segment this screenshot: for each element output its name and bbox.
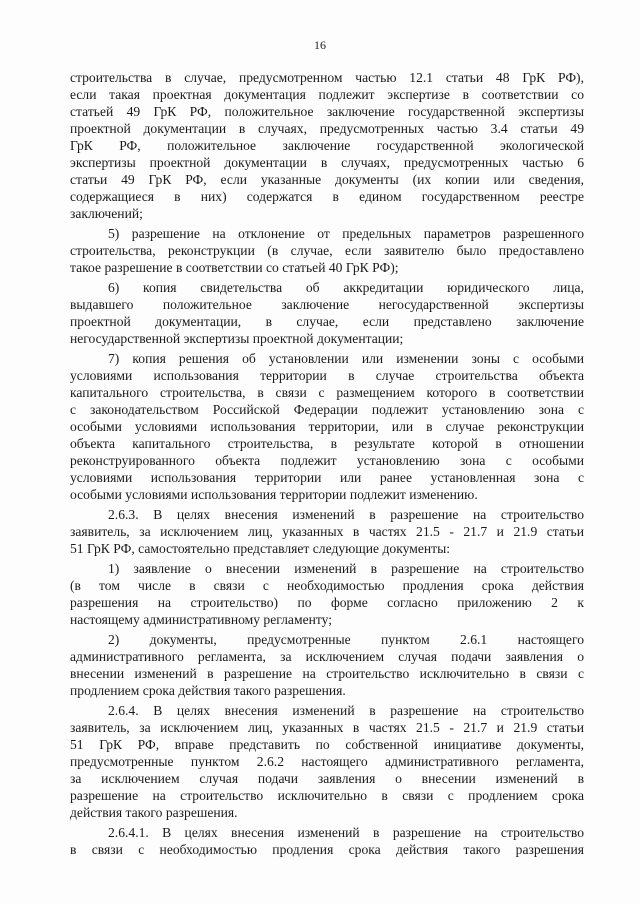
text-line: 51 ГрК РФ, самостоятельно представляет следующие документы: (70, 541, 450, 556)
text-line: (в том числе в связи с необходимостью продления срока действия (70, 578, 584, 593)
text-line: с законодательством Российской Федерации подлежит установлению зона с (70, 402, 584, 417)
text-line: разрешения на строительство) по форме согласно приложению 2 к (70, 595, 584, 610)
text-line: заявитель, за исключением лиц, указанных в частях 21.5 - 21.7 и 21.9 статьи (70, 524, 584, 539)
text-line: выдавшего положительное заключение негосударственной экспертизы (70, 297, 584, 312)
text-line: объекта капитального строительства, в результате которой в отношении (70, 436, 584, 451)
text-line: негосударственной экспертизы проектной документации; (70, 331, 404, 346)
text-line: внесении изменений в разрешение на строительство исключительно в связи с (70, 666, 584, 681)
text-line: 2) документы, предусмотренные пунктом 2.6.1 настоящего (108, 632, 584, 647)
text-line: условиями использования территории или ранее установленная зона с (70, 470, 584, 485)
text-line: продлением срока действия такого разрешения. (70, 683, 346, 698)
text-line: экспертизы проектной документации в случаях, предусмотренных частью 6 (70, 155, 584, 170)
page-number: 16 (314, 38, 326, 52)
text-line: 5) разрешение на отклонение от предельных параметров разрешенного (108, 226, 584, 241)
text-line: разрешение на строительство исключительно в связи с продлением срока (70, 788, 584, 803)
text-line: особыми условиями использования территории, или в случае реконструкции (70, 419, 584, 434)
text-line: ГрК РФ, положительное заключение государственной экологической (70, 138, 584, 153)
text-line: статьей 49 ГрК РФ, положительное заключение государственной экспертизы (70, 104, 584, 119)
text-line: капитального строительства, в связи с размещением которого в соответствии (70, 385, 584, 400)
text-line: строительства в случае, предусмотренном частью 12.1 статьи 48 ГрК РФ), (70, 70, 584, 85)
text-line: условиями использования территории в случае строительства объекта (70, 368, 584, 383)
text-line: строительства, реконструкции (в случае, если заявителю было предоставлено (70, 243, 584, 258)
text-line: предусмотренные пунктом 2.6.2 настоящего административного регламента, (70, 754, 584, 769)
text-line: заявитель, за исключением лиц, указанных в частях 21.5 - 21.7 и 21.9 статьи (70, 720, 584, 735)
text-line: 7) копия решения об установлении или изменении зоны с особыми (108, 351, 584, 366)
text-line: 2.6.3. В целях внесения изменений в разрешение на строительство (108, 507, 584, 522)
text-line: проектной документации в случаях, предусмотренных частью 3.4 статьи 49 (70, 121, 584, 136)
text-line: в связи с необходимостью продления срока действия такого разрешения (70, 842, 584, 857)
text-line: проектной документации, в случае, если представлено заключение (70, 314, 584, 329)
text-line: 51 ГрК РФ, вправе представить по собственной инициативе документы, (70, 737, 584, 752)
text-line: 6) копия свидетельства об аккредитации юридического лица, (108, 280, 584, 295)
text-line: за исключением случая подачи заявления о внесении изменений в (70, 771, 584, 786)
text-line: особыми условиями использования территории подлежит изменению. (70, 487, 478, 502)
text-line: 2.6.4.1. В целях внесения изменений в разрешение на строительство (108, 825, 584, 840)
text-line: действия такого разрешения. (70, 805, 238, 820)
text-line: статьи 49 ГрК РФ, если указанные документы (их копии или сведения, (70, 172, 584, 187)
text-line: 1) заявление о внесении изменений в разрешение на строительство (108, 561, 584, 576)
text-line: заключений; (70, 206, 143, 221)
text-line: такое разрешение в соответствии со статьей 40 ГрК РФ); (70, 260, 399, 275)
text-line: реконструированного объекта подлежит установлению зона с особыми (70, 453, 584, 468)
text-line: административного регламента, за исключением случая подачи заявления о (70, 649, 584, 664)
text-line: настоящему административному регламенту; (70, 612, 333, 627)
text-line: если такая проектная документация подлежит экспертизе в соответствии со (70, 87, 584, 102)
text-line: 2.6.4. В целях внесения изменений в разрешение на строительство (108, 703, 584, 718)
text-line: содержащиеся в них) содержатся в едином государственном реестре (70, 189, 584, 204)
